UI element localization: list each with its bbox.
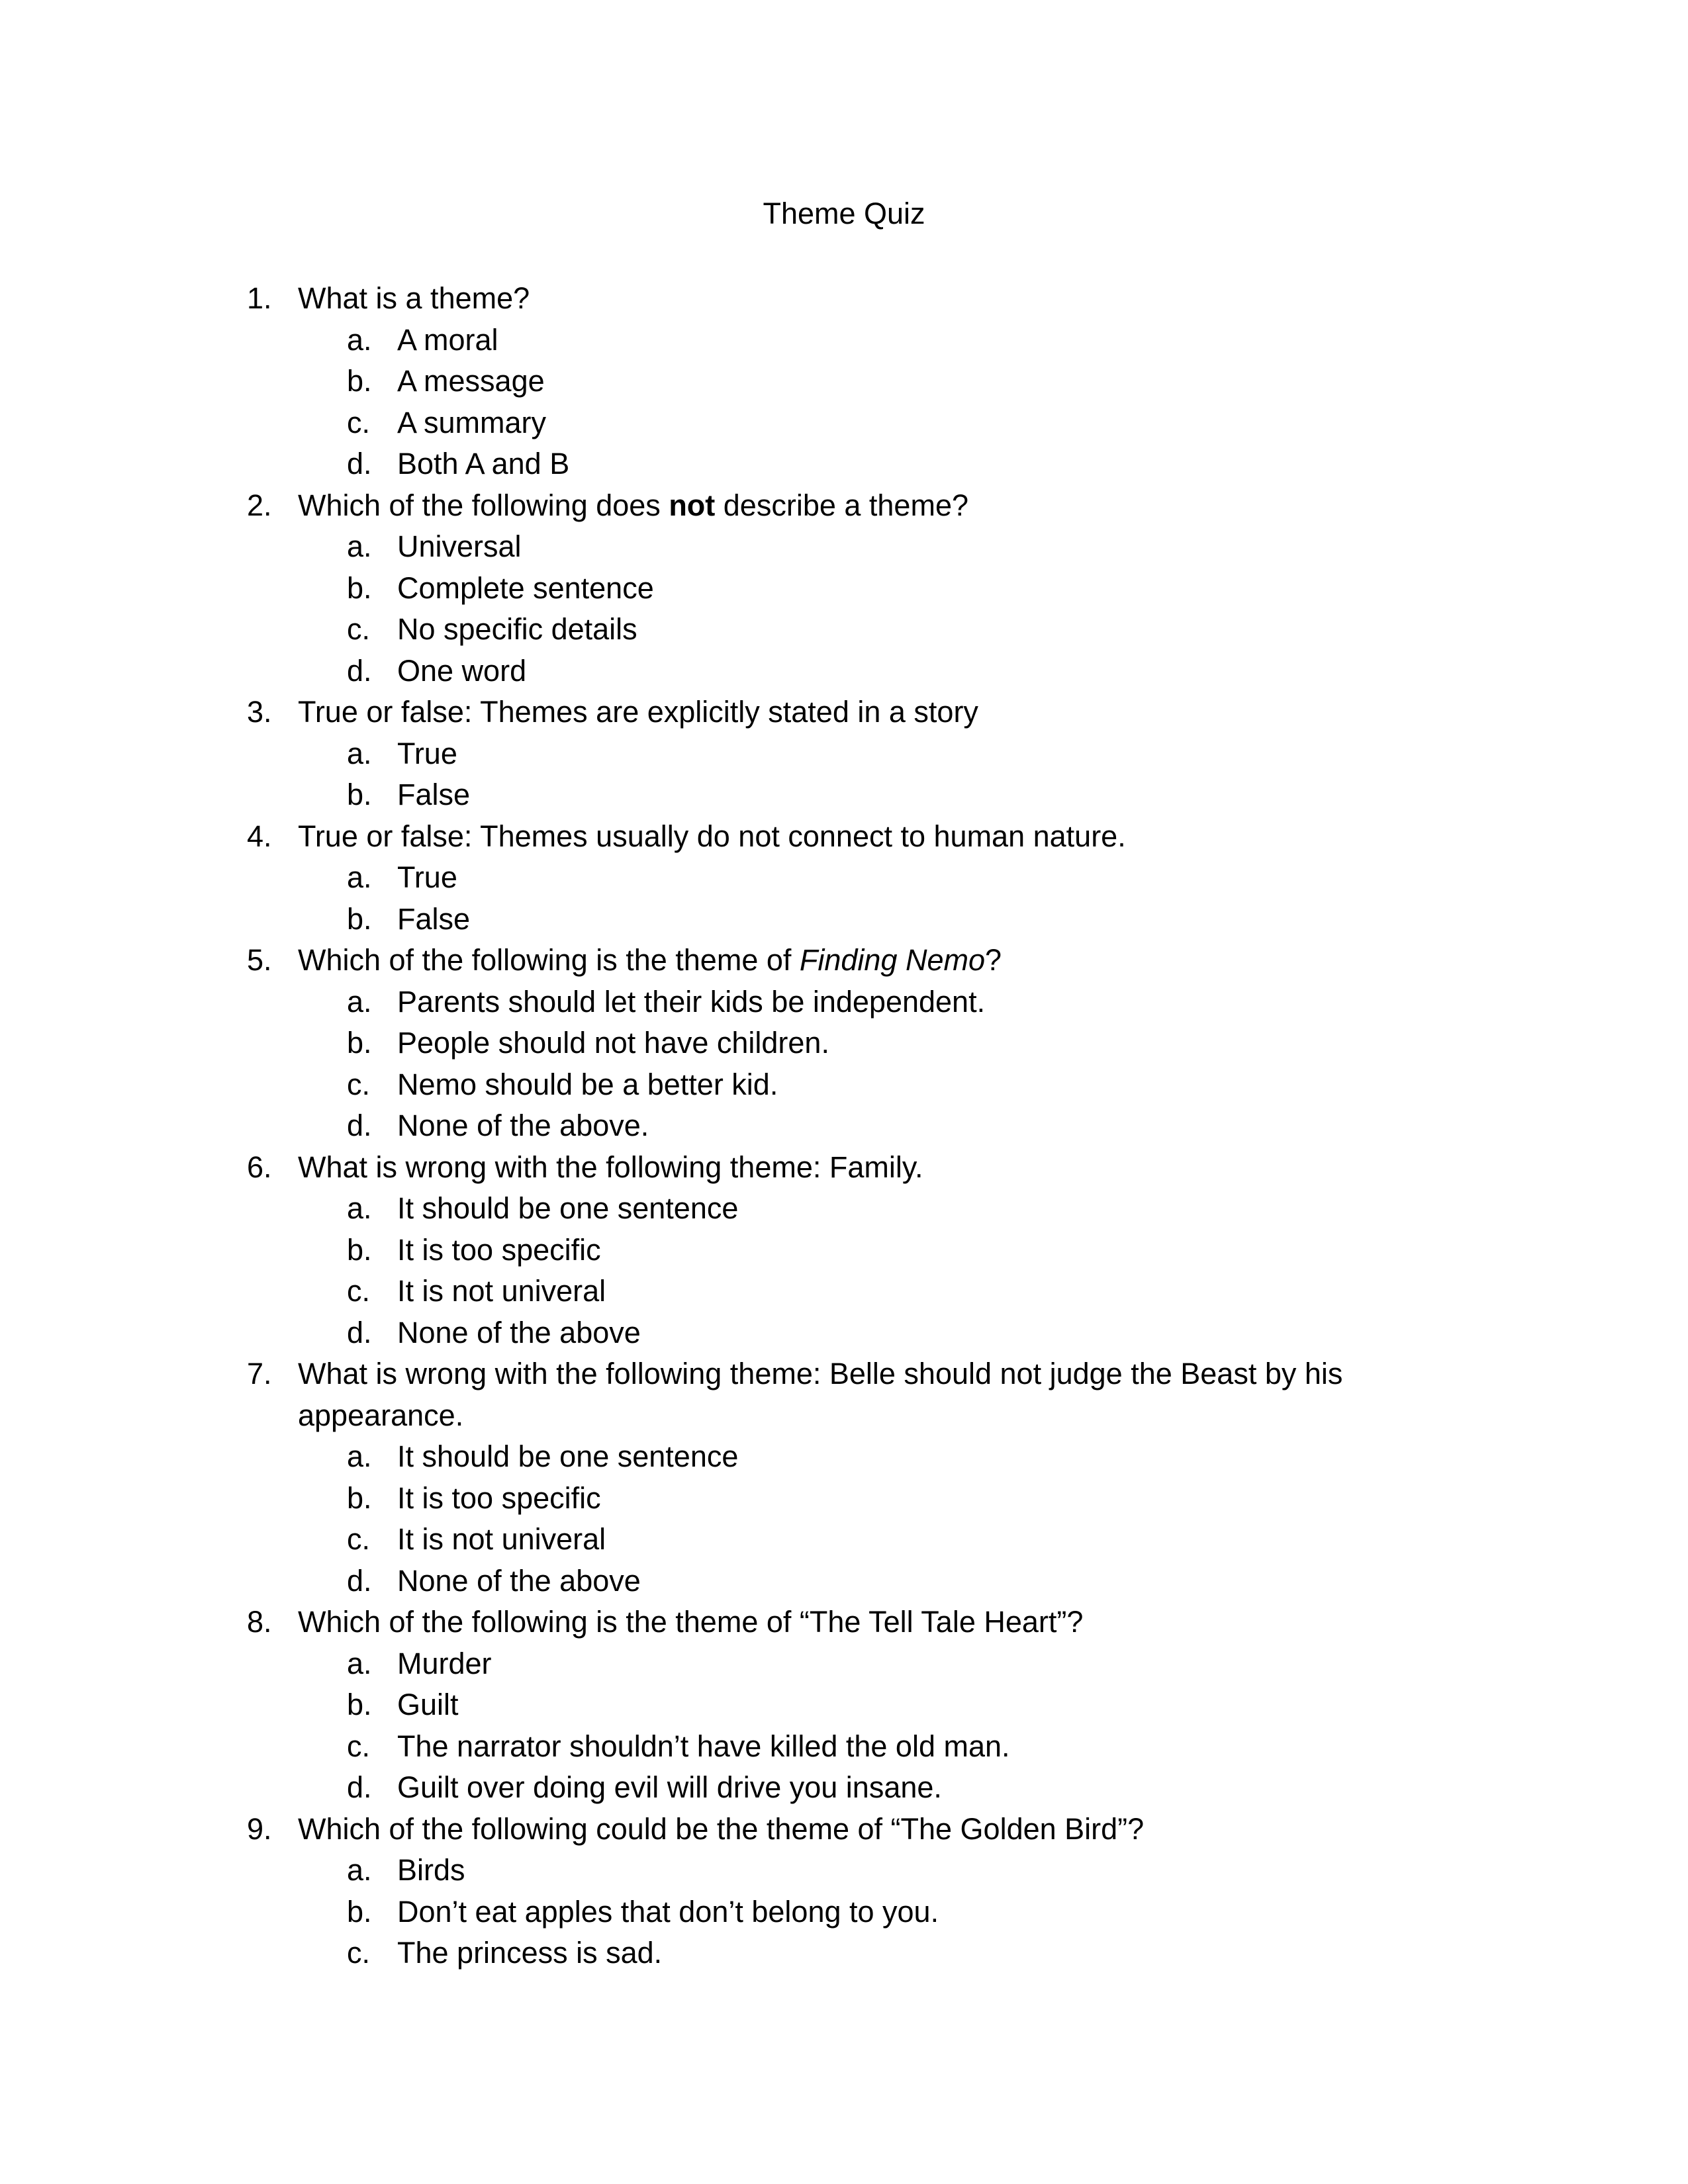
option-5a bbox=[298, 981, 1423, 1023]
option-7a bbox=[298, 1436, 1423, 1478]
option-letter: a. bbox=[347, 736, 372, 770]
option-text: Both A and B bbox=[397, 447, 570, 480]
question-text: What is wrong with the following theme: Belle should not judge the Beast by his appearance. bbox=[298, 1357, 1343, 1432]
option-letter: a. bbox=[347, 529, 372, 563]
option-list bbox=[298, 733, 1423, 816]
option-text: The princess is sad. bbox=[397, 1936, 663, 1970]
question-text-after: ? bbox=[985, 943, 1002, 977]
page-title: Theme Quiz bbox=[763, 197, 925, 230]
question-text bbox=[298, 485, 1423, 527]
option-letter: d. bbox=[347, 653, 372, 688]
option-text: Guilt bbox=[397, 1688, 459, 1721]
option-letter: c. bbox=[347, 1067, 371, 1101]
option-letter: c. bbox=[347, 1729, 371, 1763]
option-letter: b. bbox=[347, 1688, 372, 1721]
option-list bbox=[298, 320, 1423, 485]
option-8b bbox=[298, 1684, 1423, 1726]
option-text: It is too specific bbox=[397, 1480, 601, 1515]
option-6d bbox=[298, 1312, 1423, 1354]
option-list bbox=[298, 1643, 1423, 1809]
option-text: Birds bbox=[397, 1853, 465, 1887]
option-text: It should be one sentence bbox=[397, 1191, 739, 1225]
option-9a bbox=[298, 1850, 1423, 1891]
question-text-before: Which of the following is the theme of bbox=[298, 943, 800, 977]
option-2c bbox=[298, 609, 1423, 651]
option-letter: b. bbox=[347, 1026, 372, 1060]
option-6a bbox=[298, 1188, 1423, 1230]
option-letter: b. bbox=[347, 1232, 372, 1267]
option-4a bbox=[298, 857, 1423, 899]
option-9c bbox=[298, 1933, 1423, 1974]
option-text: None of the above. bbox=[397, 1109, 649, 1142]
option-text: It is not univeral bbox=[397, 1274, 606, 1308]
option-letter: b. bbox=[347, 364, 372, 398]
option-text: Nemo should be a better kid. bbox=[397, 1067, 778, 1101]
question-6 bbox=[0, 1147, 1423, 1354]
option-letter: c. bbox=[347, 1522, 371, 1556]
option-text: False bbox=[397, 778, 471, 811]
option-2a bbox=[298, 526, 1423, 568]
question-number: 4. bbox=[247, 819, 272, 853]
option-text: Complete sentence bbox=[397, 570, 654, 605]
question-text-after: describe a theme? bbox=[715, 488, 969, 522]
question-number: 7. bbox=[247, 1357, 272, 1390]
option-letter: c. bbox=[347, 612, 371, 646]
option-letter: d. bbox=[347, 1315, 372, 1349]
question-text: True or false: Themes usually do not connect to human nature. bbox=[298, 819, 1126, 853]
option-letter: d. bbox=[347, 1563, 372, 1598]
option-letter: a. bbox=[347, 984, 372, 1019]
option-text: The narrator shouldn’t have killed the old man. bbox=[397, 1729, 1010, 1763]
option-list bbox=[298, 1436, 1423, 1602]
question-text: What is wrong with the following theme: Family. bbox=[298, 1150, 923, 1184]
option-letter: b. bbox=[347, 901, 372, 936]
option-6c bbox=[298, 1271, 1423, 1312]
option-text: None of the above bbox=[397, 1315, 641, 1349]
option-text: A summary bbox=[397, 405, 547, 439]
option-3b bbox=[298, 774, 1423, 816]
option-8a bbox=[298, 1643, 1423, 1685]
question-text: Which of the following could be the theme of “The Golden Bird”? bbox=[298, 1811, 1145, 1846]
question-5 bbox=[0, 940, 1423, 1147]
option-letter: a. bbox=[347, 1439, 372, 1473]
option-text: It is not univeral bbox=[397, 1522, 606, 1556]
question-text-before: Which of the following does bbox=[298, 488, 669, 522]
option-text: No specific details bbox=[397, 612, 637, 646]
option-letter: a. bbox=[347, 322, 372, 357]
option-text: People should not have children. bbox=[397, 1026, 829, 1060]
question-number: 3. bbox=[247, 695, 272, 729]
option-letter: a. bbox=[347, 1853, 372, 1887]
question-9 bbox=[0, 1809, 1423, 1974]
option-letter: b. bbox=[347, 778, 372, 811]
question-emphasis: not bbox=[669, 488, 716, 522]
option-letter: d. bbox=[347, 1770, 372, 1804]
option-letter: a. bbox=[347, 1191, 372, 1225]
option-text: A message bbox=[397, 364, 545, 398]
question-number: 9. bbox=[247, 1811, 272, 1846]
option-letter: c. bbox=[347, 405, 371, 439]
option-2d bbox=[298, 651, 1423, 692]
option-letter: d. bbox=[347, 447, 372, 480]
option-letter: b. bbox=[347, 1894, 372, 1929]
option-4b bbox=[298, 899, 1423, 940]
question-list bbox=[0, 278, 1688, 1974]
option-1c bbox=[298, 402, 1423, 444]
option-list bbox=[298, 1188, 1423, 1353]
question-7 bbox=[0, 1353, 1423, 1602]
question-number: 8. bbox=[247, 1605, 272, 1639]
question-1 bbox=[0, 278, 1423, 485]
option-list bbox=[298, 1850, 1423, 1974]
question-number: 6. bbox=[247, 1150, 272, 1184]
question-2 bbox=[0, 485, 1423, 692]
option-text: Don’t eat apples that don’t belong to you. bbox=[397, 1894, 939, 1929]
question-text: True or false: Themes are explicitly stated in a story bbox=[298, 695, 978, 729]
option-text: It is too specific bbox=[397, 1232, 601, 1267]
question-3 bbox=[0, 692, 1423, 816]
option-9b bbox=[298, 1891, 1423, 1933]
option-text: None of the above bbox=[397, 1563, 641, 1598]
option-2b bbox=[298, 568, 1423, 610]
question-8 bbox=[0, 1602, 1423, 1809]
option-6b bbox=[298, 1230, 1423, 1271]
option-letter: a. bbox=[347, 1646, 372, 1680]
option-7b bbox=[298, 1478, 1423, 1520]
option-text: True bbox=[397, 860, 457, 894]
option-letter: b. bbox=[347, 570, 372, 605]
question-emphasis: Finding Nemo bbox=[799, 943, 986, 977]
option-5b bbox=[298, 1023, 1423, 1064]
option-1d bbox=[298, 443, 1423, 485]
option-letter: b. bbox=[347, 1480, 372, 1515]
option-list bbox=[298, 981, 1423, 1147]
question-number: 1. bbox=[247, 281, 272, 315]
question-text bbox=[298, 940, 1423, 981]
option-7d bbox=[298, 1561, 1423, 1602]
option-text: Guilt over doing evil will drive you insane. bbox=[397, 1770, 942, 1804]
option-list bbox=[298, 857, 1423, 940]
option-letter: d. bbox=[347, 1109, 372, 1142]
option-text: It should be one sentence bbox=[397, 1439, 739, 1473]
option-5c bbox=[298, 1064, 1423, 1106]
question-number: 5. bbox=[247, 943, 272, 977]
option-3a bbox=[298, 733, 1423, 775]
option-text: Murder bbox=[397, 1646, 492, 1680]
option-5d bbox=[298, 1105, 1423, 1147]
option-text: One word bbox=[397, 653, 527, 688]
option-text: Universal bbox=[397, 529, 522, 563]
option-1a bbox=[298, 320, 1423, 361]
question-text: Which of the following is the theme of “The Tell Tale Heart”? bbox=[298, 1605, 1084, 1639]
option-letter: c. bbox=[347, 1274, 371, 1308]
option-8c bbox=[298, 1726, 1423, 1768]
option-1b bbox=[298, 361, 1423, 402]
option-8d bbox=[298, 1767, 1423, 1809]
option-text: False bbox=[397, 901, 471, 936]
option-letter: a. bbox=[347, 860, 372, 894]
option-text: Parents should let their kids be independent. bbox=[397, 984, 986, 1019]
question-number: 2. bbox=[247, 488, 272, 522]
option-7c bbox=[298, 1519, 1423, 1561]
option-text: True bbox=[397, 736, 457, 770]
option-text: A moral bbox=[397, 322, 498, 357]
option-list bbox=[298, 526, 1423, 692]
option-letter: c. bbox=[347, 1936, 371, 1970]
question-4 bbox=[0, 816, 1423, 940]
question-text: What is a theme? bbox=[298, 281, 530, 315]
